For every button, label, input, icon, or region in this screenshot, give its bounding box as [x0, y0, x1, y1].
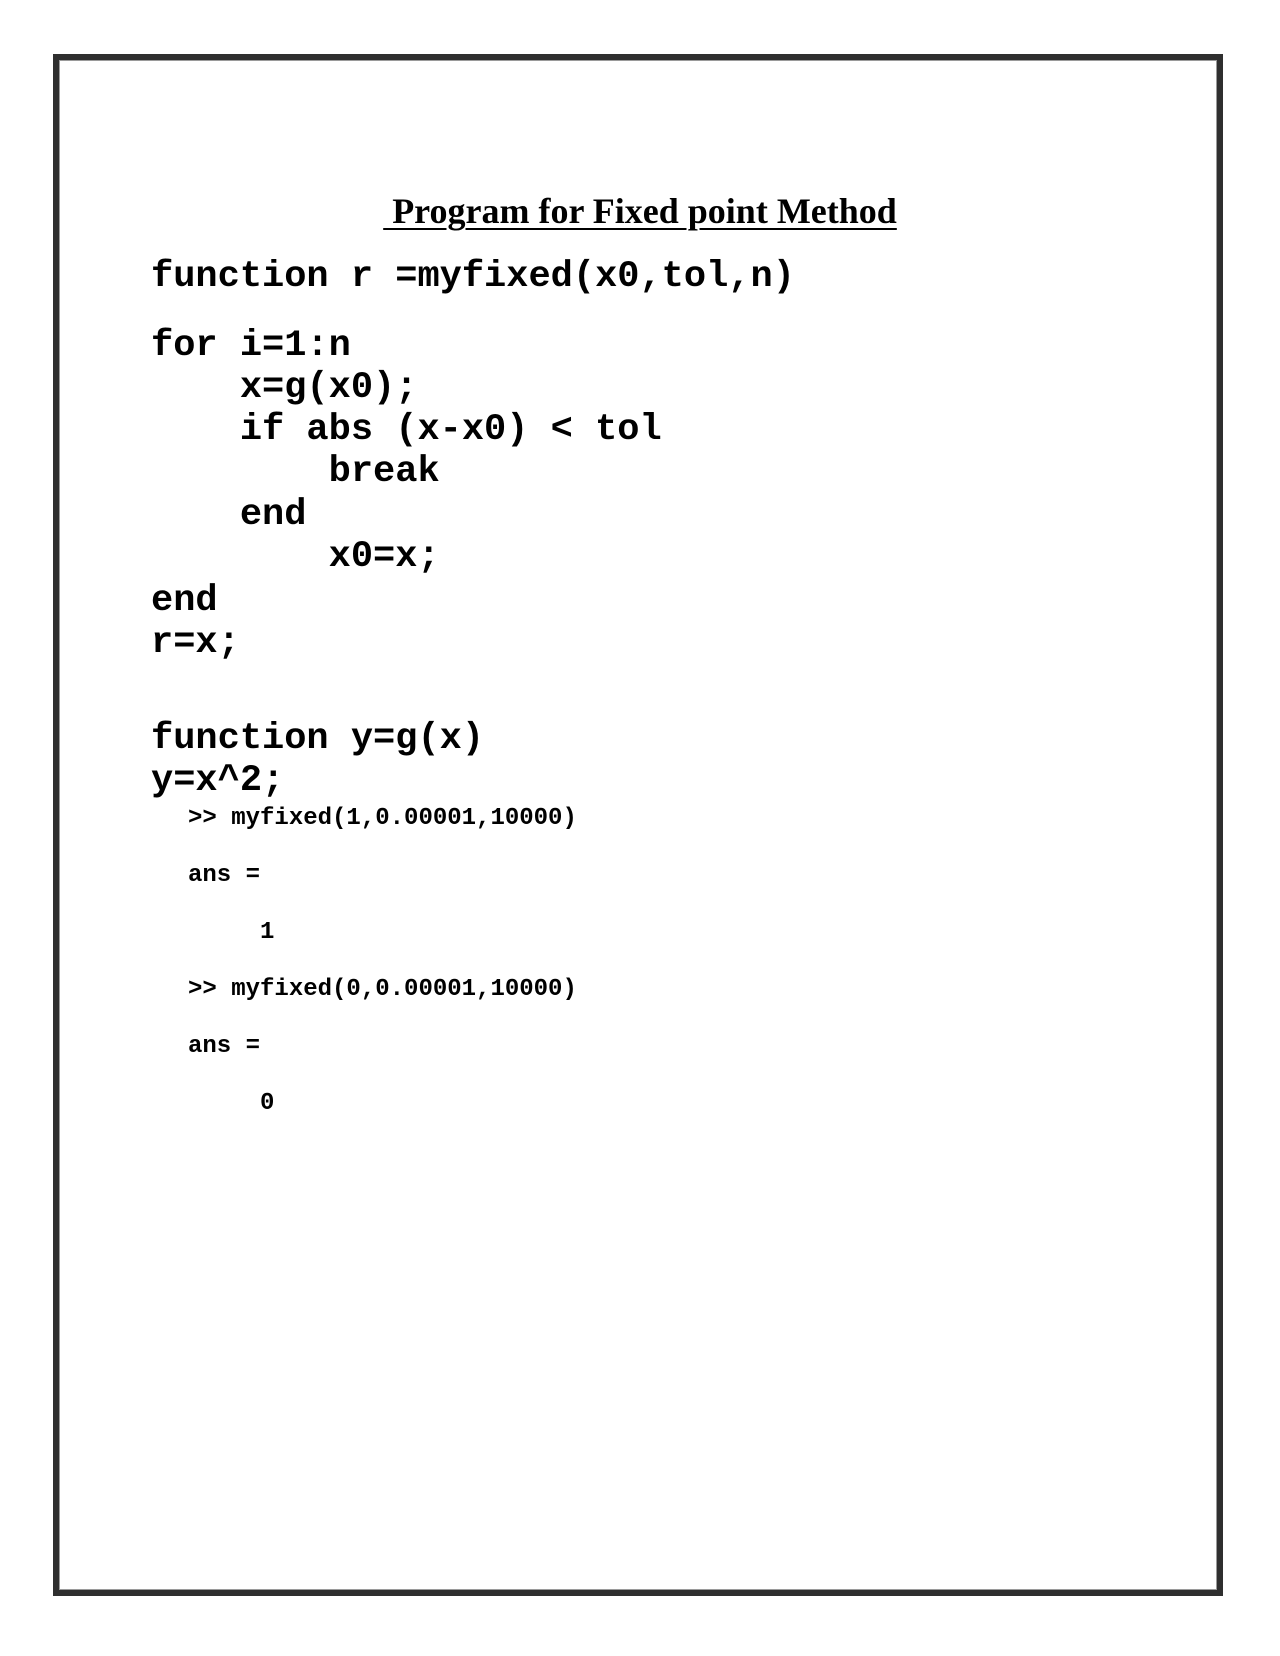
- code-line: for i=1:n: [151, 325, 351, 367]
- code-line: if abs (x-x0) < tol: [151, 409, 662, 451]
- output-line: ans =: [188, 1033, 261, 1060]
- code-line: r=x;: [151, 622, 240, 664]
- output-line: 1: [188, 919, 275, 946]
- output-line: >> myfixed(1,0.00001,10000): [188, 805, 577, 832]
- output-line: >> myfixed(0,0.00001,10000): [188, 976, 577, 1003]
- code-line: x0=x;: [151, 536, 440, 578]
- code-line: end: [151, 494, 307, 536]
- code-line: end: [151, 580, 218, 622]
- code-line: x=g(x0);: [151, 367, 418, 409]
- page-title-text: Program for Fixed point Method: [383, 191, 897, 231]
- output-line: 0: [188, 1090, 275, 1117]
- output-line: ans =: [188, 862, 261, 889]
- page-title: [0, 189, 1280, 233]
- code-line: y=x^2;: [151, 760, 285, 802]
- code-line: function r =myfixed(x0,tol,n): [151, 256, 795, 298]
- code-line: function y=g(x): [151, 718, 485, 760]
- code-line: break: [151, 451, 440, 493]
